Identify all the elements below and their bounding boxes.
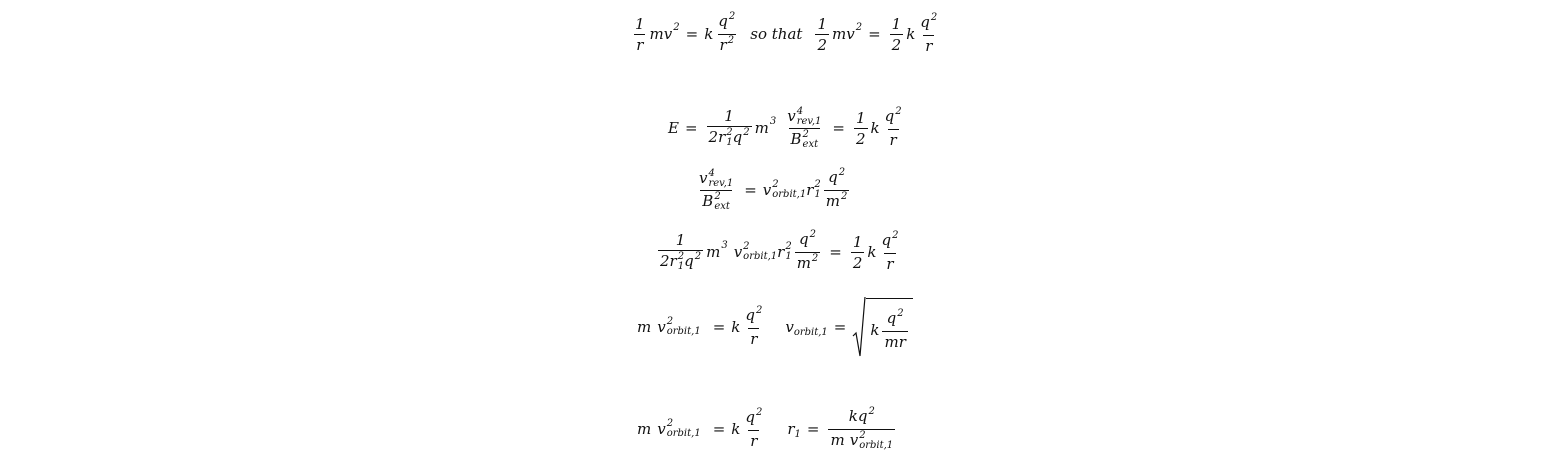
fraction bbox=[815, 15, 829, 54]
math-symbol: v bbox=[657, 420, 666, 438]
math-symbol: 2 bbox=[817, 35, 827, 54]
math-symbol: k bbox=[906, 25, 916, 43]
math-symbol: 3 bbox=[721, 239, 728, 251]
equation-2 bbox=[0, 98, 1541, 158]
equation-4 bbox=[0, 222, 1541, 282]
math-symbol: 2 bbox=[677, 251, 685, 262]
math-symbol: r bbox=[806, 181, 814, 199]
fraction bbox=[824, 168, 850, 213]
math-symbol: orbit,1 bbox=[859, 440, 894, 451]
math-symbol: r bbox=[787, 420, 795, 438]
math-symbol: m bbox=[637, 420, 652, 438]
math-symbol: = bbox=[832, 119, 845, 137]
math-symbol: v bbox=[849, 431, 859, 449]
math-symbol: mv bbox=[649, 25, 673, 43]
math-symbol: 4 bbox=[796, 105, 804, 117]
math-symbol: r bbox=[925, 37, 933, 55]
math-symbol: 1 bbox=[726, 137, 733, 148]
math-symbol: = bbox=[868, 25, 881, 43]
fraction bbox=[716, 12, 737, 57]
math-symbol: 2 bbox=[755, 407, 763, 418]
math-symbol: 2 bbox=[666, 418, 674, 429]
math-symbol: 1 bbox=[785, 251, 792, 262]
math-symbol: 2 bbox=[852, 253, 863, 272]
math-symbol: 1 bbox=[817, 14, 827, 33]
equation-3 bbox=[0, 160, 1541, 220]
math-symbol: r bbox=[750, 330, 758, 348]
math-symbol: r bbox=[777, 243, 785, 261]
math-symbol: q bbox=[732, 128, 743, 146]
math-symbol: orbit,1 bbox=[793, 326, 828, 338]
fraction bbox=[743, 408, 764, 450]
math-symbol: 2 bbox=[809, 228, 816, 240]
math-symbol: 2 bbox=[892, 230, 899, 241]
math-symbol: r bbox=[750, 432, 758, 450]
math-symbol: 1 bbox=[677, 261, 685, 272]
math-symbol: m bbox=[754, 119, 769, 137]
math-symbol: r bbox=[886, 255, 894, 273]
math-symbol: 2 bbox=[666, 316, 674, 327]
math-symbol: 2 bbox=[743, 241, 750, 252]
math-symbol: v bbox=[787, 106, 796, 125]
square-root bbox=[852, 296, 913, 358]
math-symbol: 2 bbox=[694, 251, 702, 262]
radical-sign-icon bbox=[852, 296, 866, 358]
math-symbol: q bbox=[745, 408, 755, 426]
equation-5 bbox=[0, 292, 1541, 362]
equation-6 bbox=[0, 399, 1541, 459]
math-symbol: q bbox=[684, 252, 694, 270]
math-symbol: = bbox=[744, 181, 757, 199]
math-symbol: 2 bbox=[772, 179, 779, 190]
math-symbol: 2 bbox=[855, 21, 863, 33]
math-symbol: mv bbox=[831, 25, 855, 43]
math-symbol: rev,1 bbox=[708, 177, 734, 189]
math-symbol: v bbox=[785, 318, 794, 336]
math-symbol: r bbox=[719, 35, 727, 54]
fraction bbox=[890, 15, 904, 54]
math-symbol: 1 bbox=[891, 14, 902, 33]
math-symbol: k bbox=[870, 320, 880, 339]
math-symbol: q bbox=[718, 11, 728, 30]
math-symbol: q bbox=[828, 167, 838, 186]
math-symbol: m bbox=[637, 318, 652, 336]
math-symbol: 1 bbox=[724, 107, 734, 125]
math-symbol: 2 bbox=[802, 128, 809, 140]
math-symbol: 2 bbox=[895, 106, 902, 117]
math-symbol: k bbox=[867, 243, 877, 261]
math-symbol: = bbox=[712, 420, 726, 438]
math-symbol: = bbox=[833, 318, 847, 336]
fraction bbox=[883, 107, 904, 149]
fraction bbox=[697, 169, 735, 212]
math-symbol: 1 bbox=[675, 231, 686, 249]
fraction bbox=[743, 306, 764, 348]
math-symbol: v bbox=[762, 181, 772, 199]
math-symbol: rev,1 bbox=[796, 115, 822, 127]
math-symbol: 1 bbox=[635, 14, 645, 33]
math-symbol: 2 bbox=[868, 406, 875, 417]
math-symbol: k bbox=[870, 119, 880, 137]
math-symbol: = bbox=[712, 318, 726, 336]
fraction bbox=[918, 13, 939, 55]
math-symbol: r bbox=[636, 35, 644, 54]
math-symbol: q bbox=[886, 308, 897, 327]
math-symbol: q bbox=[745, 306, 755, 324]
fraction bbox=[633, 15, 647, 54]
math-symbol: ext bbox=[802, 138, 819, 150]
math-symbol: = bbox=[829, 243, 842, 261]
math-symbol: m bbox=[706, 243, 721, 261]
math-symbol: r bbox=[889, 131, 897, 149]
math-symbol: 2 bbox=[855, 129, 866, 148]
math-symbol: 2 bbox=[897, 307, 904, 319]
fraction bbox=[795, 230, 821, 275]
math-symbol: 2 bbox=[727, 34, 735, 46]
math-symbol: E bbox=[668, 119, 679, 137]
math-symbol: 4 bbox=[708, 167, 715, 179]
fraction bbox=[851, 233, 865, 272]
math-symbol: B bbox=[702, 191, 714, 210]
math-symbol: v bbox=[657, 318, 666, 336]
math-symbol: m bbox=[830, 431, 845, 449]
math-symbol: = bbox=[684, 119, 698, 137]
math-symbol: orbit,1 bbox=[666, 428, 701, 439]
math-symbol: = bbox=[685, 25, 699, 43]
math-symbol: v bbox=[733, 243, 743, 261]
fraction bbox=[785, 107, 823, 150]
math-symbol: 2 bbox=[755, 305, 763, 316]
math-symbol: q bbox=[920, 13, 930, 31]
math-symbol: q bbox=[881, 231, 892, 249]
math-symbol: 1 bbox=[855, 108, 866, 127]
math-symbol: 2 bbox=[708, 128, 719, 146]
math-symbol: = bbox=[806, 420, 820, 438]
connector-text: so that bbox=[750, 25, 803, 43]
math-symbol: 2 bbox=[930, 12, 938, 23]
math-symbol: orbit,1 bbox=[743, 251, 778, 262]
math-symbol: 1 bbox=[814, 189, 821, 200]
math-symbol: kq bbox=[848, 407, 868, 425]
math-symbol: orbit,1 bbox=[772, 189, 807, 200]
math-symbol: mr bbox=[884, 332, 906, 351]
math-symbol: q bbox=[799, 229, 809, 248]
math-symbol: 2 bbox=[673, 21, 680, 33]
math-symbol: m bbox=[796, 253, 811, 272]
math-symbol: k bbox=[704, 25, 714, 43]
math-symbol: v bbox=[699, 168, 708, 187]
math-symbol: 2 bbox=[859, 430, 866, 441]
math-symbol: 2 bbox=[743, 127, 750, 138]
math-symbol: r bbox=[718, 128, 726, 146]
math-symbol: 2 bbox=[814, 179, 821, 190]
math-symbol: 2 bbox=[811, 252, 819, 264]
fraction bbox=[880, 231, 901, 273]
math-symbol: q bbox=[884, 107, 895, 125]
fraction bbox=[882, 309, 907, 351]
math-symbol: 2 bbox=[841, 190, 848, 202]
fraction bbox=[854, 109, 868, 148]
equation-1 bbox=[0, 4, 1541, 64]
math-symbol: 2 bbox=[891, 35, 902, 54]
math-symbol: r bbox=[669, 252, 677, 270]
math-symbol: 2 bbox=[838, 166, 846, 178]
math-symbol: 3 bbox=[769, 115, 777, 127]
math-symbol: 2 bbox=[660, 252, 670, 270]
math-symbol: ext bbox=[714, 200, 730, 212]
math-symbol: k bbox=[731, 420, 741, 438]
math-symbol: m bbox=[825, 191, 840, 210]
fraction bbox=[658, 231, 703, 273]
math-symbol: 2 bbox=[728, 10, 736, 22]
math-symbol: orbit,1 bbox=[666, 326, 701, 337]
math-symbol: 2 bbox=[726, 127, 733, 138]
math-symbol: B bbox=[790, 129, 802, 148]
math-symbol: 1 bbox=[794, 428, 801, 440]
fraction bbox=[707, 107, 752, 149]
math-symbol: 1 bbox=[852, 232, 863, 251]
fraction bbox=[828, 407, 895, 451]
math-symbol: k bbox=[731, 318, 741, 336]
math-symbol: 2 bbox=[785, 241, 792, 252]
math-symbol: 2 bbox=[714, 190, 721, 202]
